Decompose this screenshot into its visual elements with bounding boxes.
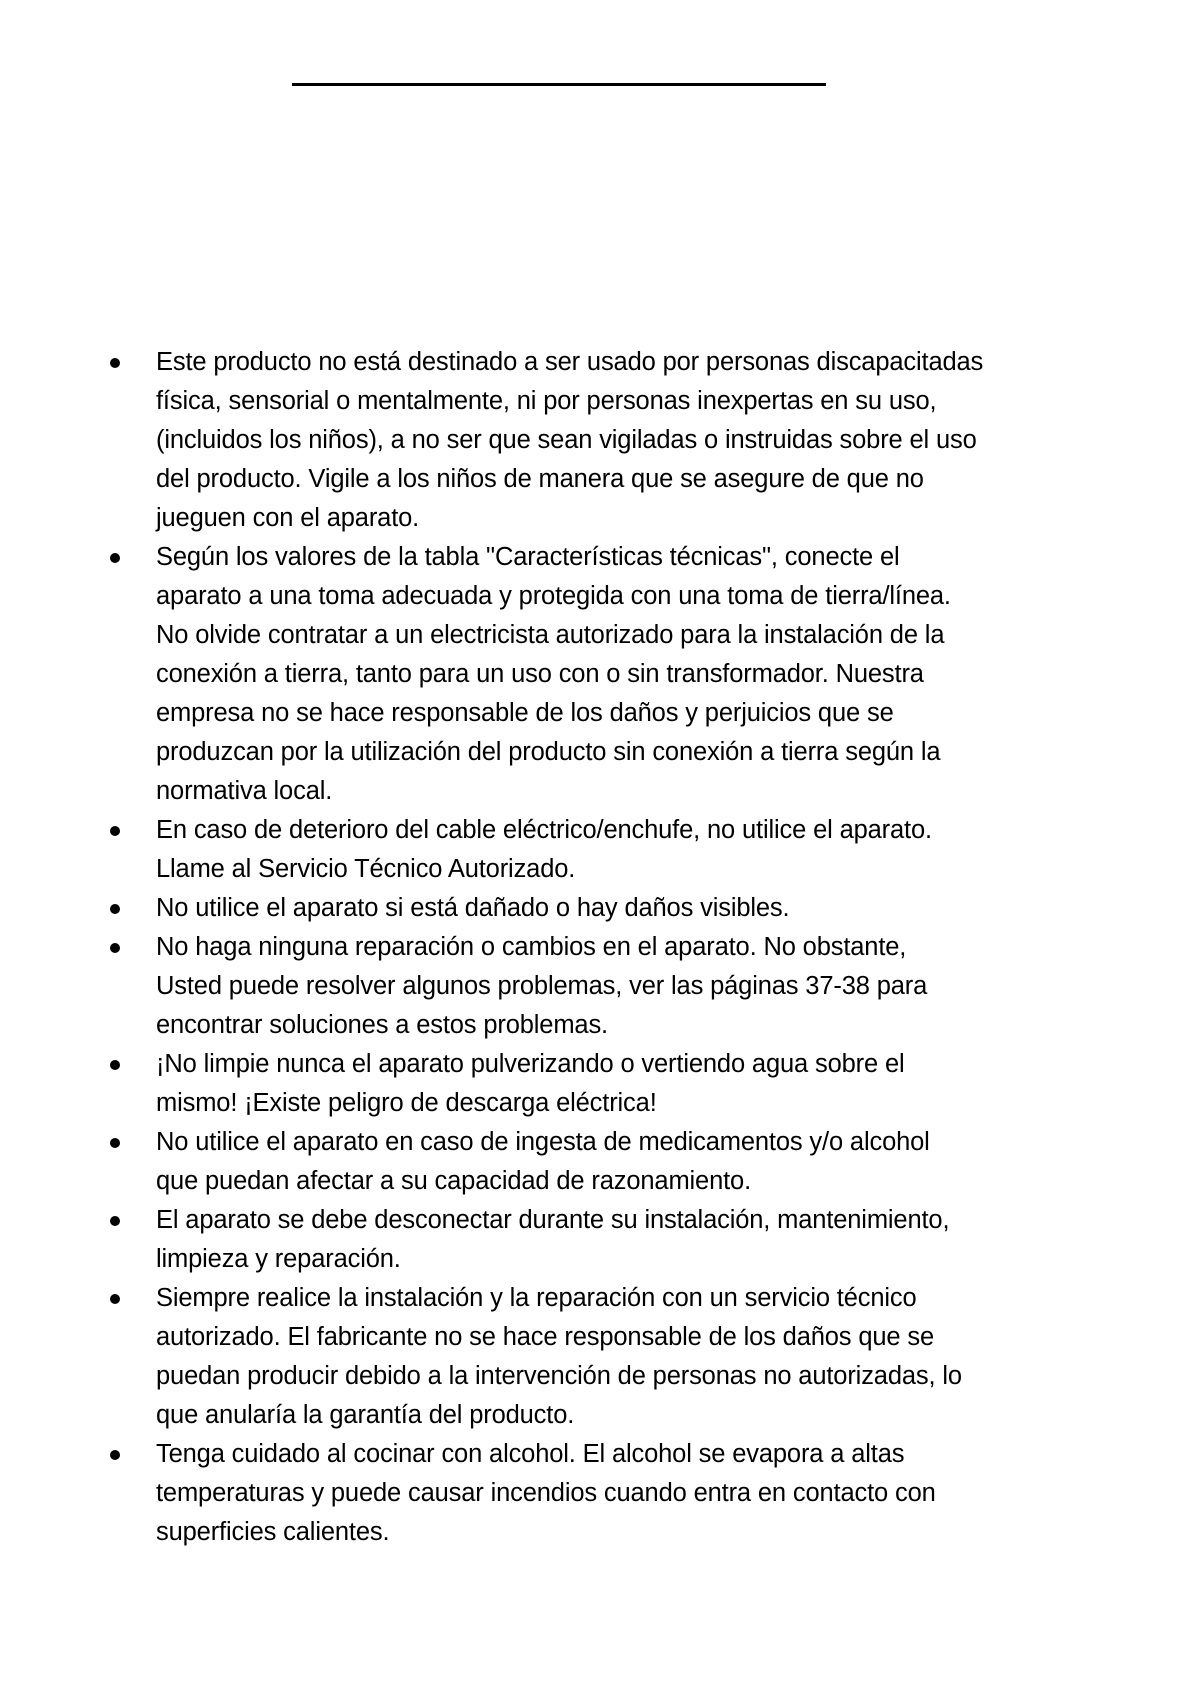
bullet-text-line: Llame al Servicio Técnico Autorizado. [156, 855, 576, 883]
bullet-dot-icon [110, 943, 120, 953]
bullet-item [0, 889, 1192, 928]
bullet-text-line: No haga ninguna reparación o cambios en el aparato. No obstante, [156, 933, 907, 961]
bullet-dot-icon [110, 1294, 120, 1304]
bullet-item [0, 1045, 1192, 1123]
bullet-dot-icon [110, 358, 120, 368]
bullet-item [0, 811, 1192, 889]
bullet-text [156, 811, 1178, 889]
bullet-text-line: jueguen con el aparato. [156, 504, 420, 532]
bullet-item [0, 1201, 1192, 1279]
bullet-text-line: que puedan afectar a su capacidad de razonamiento. [156, 1167, 752, 1195]
bullet-text-line: produzcan por la utilización del producto sin conexión a tierra según la [156, 738, 941, 766]
bullet-dot-icon [110, 1216, 120, 1226]
bullet-text-line: que anularía la garantía del producto. [156, 1401, 575, 1429]
bullet-item [0, 1279, 1192, 1435]
bullet-text [156, 1279, 1178, 1435]
bullet-text-line: empresa no se hace responsable de los daños y perjuicios que se [156, 699, 894, 727]
bullet-text-line: Usted puede resolver algunos problemas, ver las páginas 37-38 para [156, 972, 928, 1000]
bullet-text-line: En caso de deterioro del cable eléctrico/enchufe, no utilice el aparato. [156, 816, 932, 844]
bullet-text-line: conexión a tierra, tanto para un uso con o sin transformador. Nuestra [156, 660, 924, 688]
bullet-text-line: normativa local. [156, 777, 333, 805]
bullet-text-line: No utilice el aparato en caso de ingesta de medicamentos y/o alcohol [156, 1128, 930, 1156]
bullet-dot-icon [110, 1138, 120, 1148]
bullet-text-line: encontrar soluciones a estos problemas. [156, 1011, 608, 1039]
header-rule [292, 83, 826, 86]
bullet-dot-icon [110, 904, 120, 914]
bullet-text [156, 538, 1178, 811]
bullet-dot-icon [110, 1060, 120, 1070]
bullet-text [156, 1045, 1178, 1123]
bullet-item [0, 538, 1192, 811]
bullet-text-line: limpieza y reparación. [156, 1245, 401, 1273]
bullet-dot-icon [110, 826, 120, 836]
bullet-text-line: Siempre realice la instalación y la reparación con un servicio técnico [156, 1284, 917, 1312]
bullet-text-line: No utilice el aparato si está dañado o hay daños visibles. [156, 894, 790, 922]
bullet-text [156, 343, 1178, 538]
bullet-dot-icon [110, 1450, 120, 1460]
bullet-text-line: Tenga cuidado al cocinar con alcohol. El alcohol se evapora a altas [156, 1440, 905, 1468]
bullet-text [156, 889, 1178, 928]
bullet-text [156, 1201, 1178, 1279]
bullet-text-line: puedan producir debido a la intervención de personas no autorizadas, lo [156, 1362, 962, 1390]
bullet-text [156, 1123, 1178, 1201]
bullet-dot-icon [110, 553, 120, 563]
bullet-text-line: superficies calientes. [156, 1518, 390, 1546]
bullet-text-line: mismo! ¡Existe peligro de descarga eléctrica! [156, 1089, 657, 1117]
bullet-text-line: aparato a una toma adecuada y protegida con una toma de tierra/línea. [156, 582, 951, 610]
bullet-text-line: temperaturas y puede causar incendios cuando entra en contacto con [156, 1479, 936, 1507]
bullet-text-line: (incluidos los niños), a no ser que sean vigiladas o instruidas sobre el uso [156, 426, 977, 454]
bullet-text-line: No olvide contratar a un electricista autorizado para la instalación de la [156, 621, 945, 649]
bullet-item [0, 928, 1192, 1045]
bullet-item [0, 1123, 1192, 1201]
safety-bullet-list [0, 343, 1192, 1552]
bullet-text-line: del producto. Vigile a los niños de manera que se asegure de que no [156, 465, 924, 493]
bullet-text-line: ¡No limpie nunca el aparato pulverizando o vertiendo agua sobre el [156, 1050, 905, 1078]
bullet-item [0, 343, 1192, 538]
bullet-text-line: El aparato se debe desconectar durante su instalación, mantenimiento, [156, 1206, 950, 1234]
bullet-text [156, 1435, 1178, 1552]
bullet-text [156, 928, 1178, 1045]
bullet-text-line: Según los valores de la tabla "Características técnicas", conecte el [156, 543, 900, 571]
bullet-text-line: Este producto no está destinado a ser usado por personas discapacitadas [156, 348, 984, 376]
bullet-text-line: autorizado. El fabricante no se hace responsable de los daños que se [156, 1323, 934, 1351]
bullet-item [0, 1435, 1192, 1552]
bullet-text-line: física, sensorial o mentalmente, ni por personas inexpertas en su uso, [156, 387, 937, 415]
